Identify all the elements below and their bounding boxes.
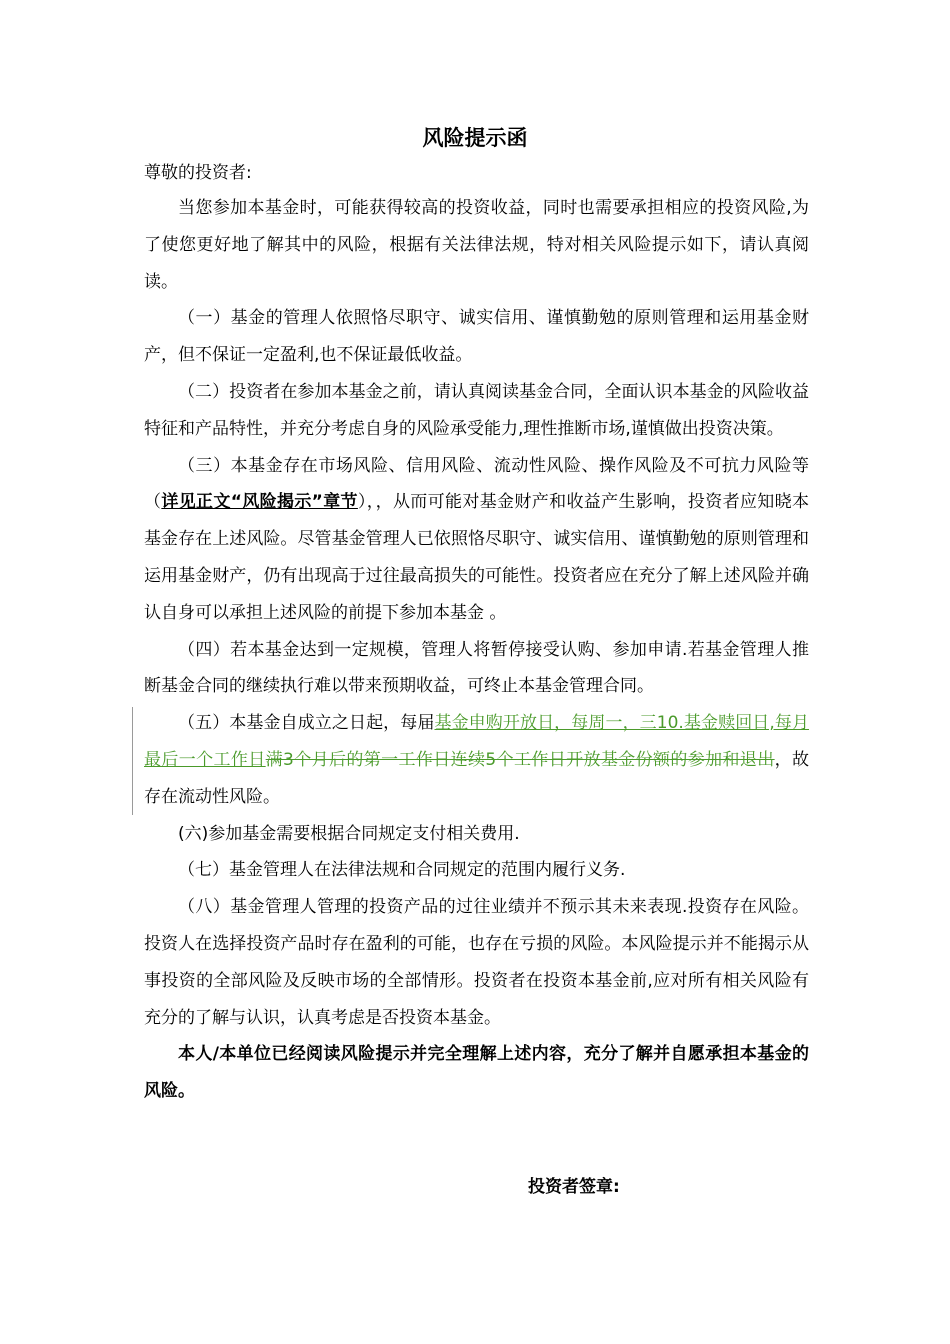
item-5-paragraph xyxy=(144,705,809,815)
salutation: 尊敬的投资者: xyxy=(144,163,252,183)
item-6-paragraph: (六)参加基金需要根据合同规定支付相关费用. xyxy=(178,823,520,844)
investor-signature-label: 投资者签章: xyxy=(528,1177,620,1197)
intro-paragraph: 当您参加本基金时，可能获得较高的投资收益，同时也需要承担相应的投资风险,为了使您更好地了解其中的风险，根据有关法律法规，特对相关风险提示如下，请认真阅读。 xyxy=(144,198,809,292)
document-title: 风险提示函 xyxy=(422,126,528,150)
item-5-text-start: （五）本基金自成立之日起，每届 xyxy=(178,713,435,734)
item-1-paragraph: （一）基金的管理人依照恪尽职守、诚实信用、谨慎勤勉的原则管理和运用基金财产，但不保证一定盈利,也不保证最低收益。 xyxy=(144,308,809,366)
item-7-paragraph: （七）基金管理人在法律法规和合同规定的范围内履行义务. xyxy=(178,860,626,881)
item-3-paragraph xyxy=(144,448,809,632)
risk-disclosure-reference: 详见正文“风险揭示”章节 xyxy=(161,492,358,513)
document-body xyxy=(144,190,809,1110)
item-5-text-end: ，故存在流动性风险。 xyxy=(144,749,810,807)
revision-inserted-text: 基金申购开放日，每周一，三10.基金赎回日,每月最后一个工作日 xyxy=(144,713,809,770)
item-8-paragraph: （八）基金管理人管理的投资产品的过往业绩并不预示其未来表现.投资存在风险。投资人在选择投资产品时存在盈利的可能，也存在亏损的风险。本风险提示并不能揭示从事投资的全部风险及反映市场的全部情形。投资者在投资本基金前,应对所有相关风险有充分的了解与认识，认真考虑是否投资本基金。 xyxy=(144,897,809,1028)
item-3-text-start: （三）本基金存在市场风险、信用风险、流动性风险、操作风险及不可抗力风险等（ xyxy=(144,455,809,513)
item-4-paragraph: （四）若本基金达到一定规模，管理人将暂停接受认购、参加申请.若基金管理人推断基金合同的继续执行难以带来预期收益，可终止本基金管理合同。 xyxy=(144,639,809,697)
revision-deleted-text: 满3个月后的第一工作日连续5个工作日开放基金份额的参加和退出 xyxy=(265,749,775,770)
item-2-paragraph: （二）投资者在参加本基金之前，请认真阅读基金合同，全面认识本基金的风险收益特征和产品特性，并充分考虑自身的风险承受能力,理性推断市场,谨慎做出投资决策。 xyxy=(144,381,809,439)
confirmation-statement: 本人/本单位已经阅读风险提示并完全理解上述内容，充分了解并自愿承担本基金的风险。 xyxy=(144,1044,809,1102)
item-3-text-end: ），，从而可能对基金财产和收益产生影响，投资者应知晓本基金存在上述风险。尽管基金管理人已依照恪尽职守、诚实信用、谨慎勤勉的原则管理和运用基金财产，仍有出现高于过往最高损失的可能性。投资者应在充分了解上述风险并确认自身可以承担上述风险的前提下参加本基金 。 xyxy=(144,492,809,623)
revision-change-bar xyxy=(132,707,133,815)
